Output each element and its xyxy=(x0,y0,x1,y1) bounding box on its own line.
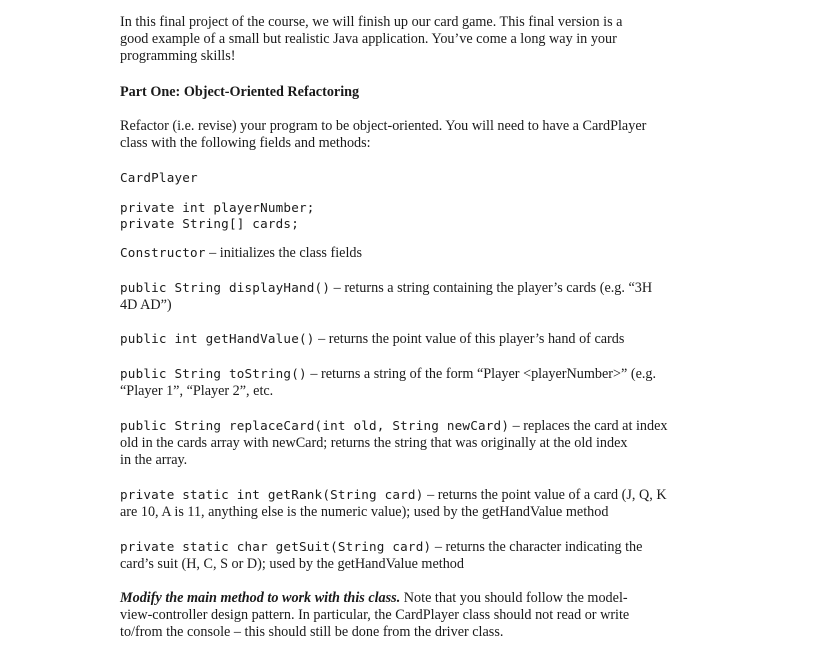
get-hand-value-code: public int getHandValue() xyxy=(120,331,315,346)
refactor-paragraph xyxy=(120,118,720,152)
get-suit-desc-2: card’s suit (H, C, S or D); used by the getHandValue method xyxy=(120,556,464,572)
to-string-desc-2: “Player 1”, “Player 2”, etc. xyxy=(120,383,274,399)
intro-line-1: In this final project of the course, we will finish up our card game. This final version is a xyxy=(120,14,623,30)
field-player-number: private int playerNumber; xyxy=(120,200,315,215)
get-hand-value-desc: – returns the point value of this player’s hand of cards xyxy=(314,331,625,347)
class-name-code: CardPlayer xyxy=(120,170,198,185)
to-string-desc-1: – returns a string of the form “Player <playerNumber>” (e.g. xyxy=(306,366,657,382)
fields-block xyxy=(120,200,720,232)
display-hand-code: public String displayHand() xyxy=(120,280,331,295)
replace-card-code: public String replaceCard(int old, String newCard) xyxy=(120,418,510,433)
modify-paragraph xyxy=(120,590,720,641)
part-one-heading-text: Part One: Object-Oriented Refactoring xyxy=(120,84,360,100)
constructor-item xyxy=(120,244,720,262)
constructor-desc: – initializes the class fields xyxy=(205,245,363,261)
part-one-heading xyxy=(120,84,720,101)
refactor-line-1: Refactor (i.e. revise) your program to be object-oriented. You will need to have a CardPlayer xyxy=(120,118,647,134)
get-suit-item xyxy=(120,538,720,573)
display-hand-item xyxy=(120,279,720,314)
modify-line-2: view-controller design pattern. In particular, the CardPlayer class should not read or write xyxy=(120,607,630,623)
display-hand-desc-1: – returns a string containing the player’s cards (e.g. “3H xyxy=(330,280,653,296)
modify-line-3: to/from the console – this should still be done from the driver class. xyxy=(120,624,504,640)
get-suit-code: private static char getSuit(String card) xyxy=(120,539,432,554)
field-cards: private String[] cards; xyxy=(120,216,299,231)
modify-emphasis: Modify the main method to work with this class. xyxy=(120,590,401,606)
intro-paragraph xyxy=(120,14,720,65)
get-hand-value-item xyxy=(120,330,720,348)
class-name-block xyxy=(120,169,720,187)
intro-line-3: programming skills! xyxy=(120,48,236,64)
display-hand-desc-2: 4D AD”) xyxy=(120,297,172,313)
get-rank-item xyxy=(120,486,720,521)
get-rank-code: private static int getRank(String card) xyxy=(120,487,424,502)
get-suit-desc-1: – returns the character indicating the xyxy=(431,539,643,555)
replace-card-item xyxy=(120,417,720,469)
intro-line-2: good example of a small but realistic Java application. You’ve come a long way in your xyxy=(120,31,617,47)
replace-card-desc-1: – replaces the card at index xyxy=(509,418,668,434)
refactor-line-2: class with the following fields and methods: xyxy=(120,135,371,151)
get-rank-desc-1: – returns the point value of a card (J, Q, K xyxy=(423,487,667,503)
replace-card-desc-2: old in the cards array with newCard; returns the string that was originally at the old index xyxy=(120,435,628,451)
to-string-item xyxy=(120,365,720,400)
replace-card-desc-3: in the array. xyxy=(120,452,188,468)
to-string-code: public String toString() xyxy=(120,366,307,381)
get-rank-desc-2: are 10, A is 11, anything else is the numeric value); used by the getHandValue method xyxy=(120,504,609,520)
modify-line-1-rest: Note that you should follow the model- xyxy=(400,590,628,606)
constructor-code: Constructor xyxy=(120,245,206,260)
